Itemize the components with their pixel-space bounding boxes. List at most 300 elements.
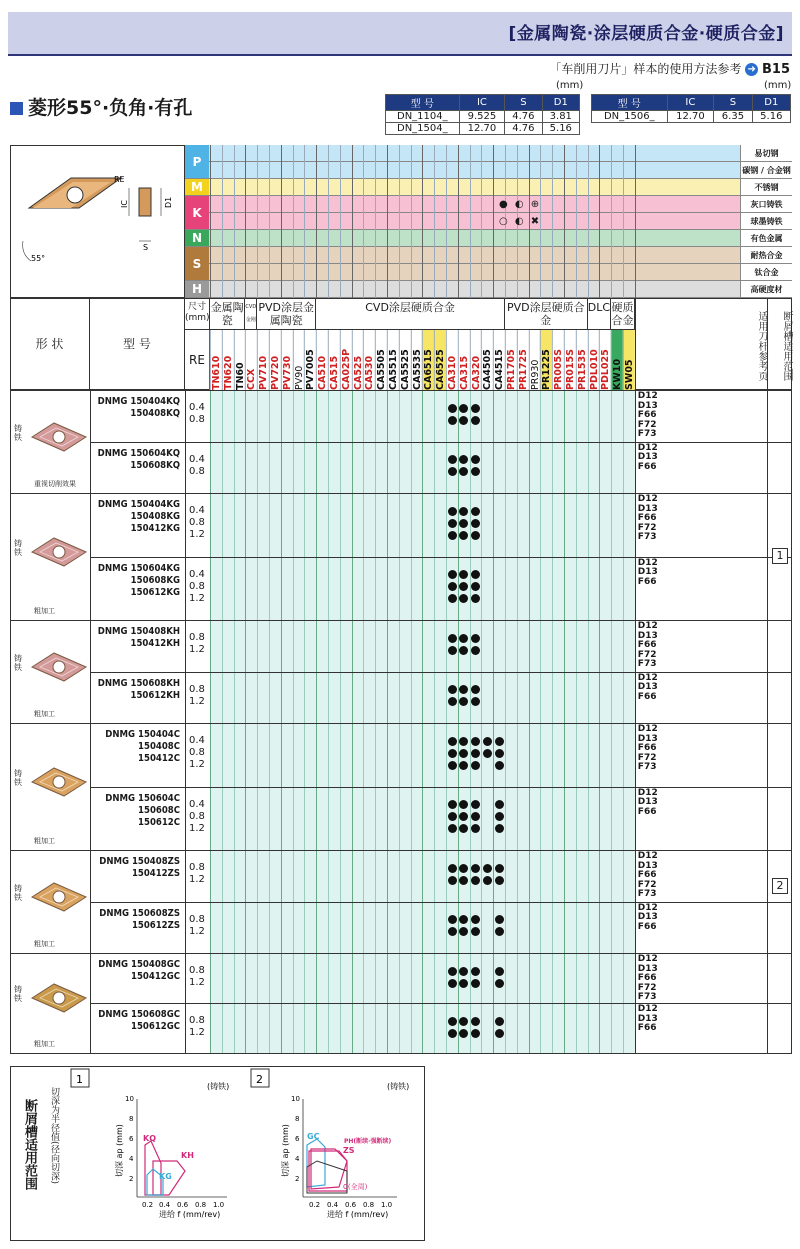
svg-text:ZS: ZS bbox=[343, 1146, 355, 1155]
re-cell bbox=[189, 454, 209, 478]
grade-header: CA5515 bbox=[387, 330, 399, 390]
insert-image bbox=[30, 981, 88, 1015]
model-cell bbox=[92, 626, 180, 650]
availability-dot bbox=[448, 737, 457, 746]
grid-line bbox=[269, 145, 270, 298]
grade-header: PR1225 bbox=[540, 330, 552, 390]
grid-line bbox=[635, 145, 636, 298]
material-row-p bbox=[185, 145, 792, 162]
availability-dot bbox=[448, 979, 457, 988]
range-marker-2[interactable]: 2 bbox=[772, 878, 788, 894]
re-cell bbox=[189, 1015, 209, 1039]
material-letter-p: P bbox=[185, 145, 209, 179]
availability-dot bbox=[495, 915, 504, 924]
model-number[interactable]: 150408KQ bbox=[130, 408, 180, 419]
availability-dot bbox=[459, 864, 468, 873]
holder-ref-header: 适用刀杆参考页 bbox=[635, 298, 767, 390]
grade-header: PV90 bbox=[293, 330, 305, 390]
svg-text:2: 2 bbox=[129, 1175, 134, 1183]
svg-text:1.0: 1.0 bbox=[381, 1201, 393, 1209]
grid-line bbox=[328, 145, 329, 298]
grade-header: CA5525 bbox=[399, 330, 411, 390]
model-cell bbox=[92, 678, 180, 702]
svg-text:55°: 55° bbox=[31, 254, 46, 263]
model-number[interactable]: DNMG 150608ZS bbox=[99, 907, 180, 919]
grade-header: CCX bbox=[245, 330, 257, 390]
model-number[interactable]: DNMG 150604C bbox=[105, 792, 180, 804]
svg-text:C(全周): C(全周) bbox=[343, 1183, 368, 1191]
availability-dot bbox=[495, 1017, 504, 1026]
availability-dot bbox=[448, 697, 457, 706]
section-title: 菱形55°·负角·有孔 bbox=[10, 93, 192, 120]
availability-dot bbox=[471, 531, 480, 540]
availability-dot bbox=[459, 1029, 468, 1038]
material-row-s bbox=[185, 247, 792, 264]
availability-dot bbox=[471, 876, 480, 885]
availability-dot bbox=[448, 864, 457, 873]
holder-ref-pages[interactable]: D12 D13 F66 bbox=[637, 557, 658, 587]
material-row-h bbox=[185, 281, 792, 298]
holder-ref-pages[interactable]: D12 D13 F66 F72 F73 bbox=[637, 494, 658, 542]
holder-ref-pages[interactable]: D12 D13 F66 F72 F73 bbox=[637, 391, 658, 439]
insert-note: 粗加工 bbox=[34, 940, 55, 948]
model-number[interactable]: DNMG 150408GC bbox=[98, 959, 180, 970]
re-value: 0.4 bbox=[189, 453, 205, 465]
reference-page: B15 bbox=[762, 62, 790, 77]
availability-dot bbox=[459, 634, 468, 643]
re-cell bbox=[189, 505, 209, 541]
model-number[interactable]: 150612KH bbox=[130, 689, 180, 701]
grid-line bbox=[434, 145, 435, 298]
grid-line bbox=[564, 145, 565, 298]
re-value: 0.4 bbox=[189, 735, 205, 746]
svg-text:IC: IC bbox=[120, 200, 129, 208]
model-number[interactable]: 150412KG bbox=[130, 523, 180, 534]
svg-text:0.6: 0.6 bbox=[345, 1201, 357, 1209]
insert-image bbox=[30, 880, 88, 914]
availability-dot bbox=[448, 531, 457, 540]
availability-dot bbox=[471, 864, 480, 873]
availability-dot bbox=[471, 634, 480, 643]
svg-text:4: 4 bbox=[129, 1155, 134, 1163]
insert-image bbox=[30, 650, 88, 684]
svg-text:进给 f (mm/rev): 进给 f (mm/rev) bbox=[327, 1210, 389, 1219]
grid-line bbox=[599, 145, 600, 298]
model-cell bbox=[92, 396, 180, 420]
availability-dot bbox=[448, 800, 457, 809]
availability-dot bbox=[483, 864, 492, 873]
availability-dot bbox=[495, 761, 504, 770]
holder-ref-pages[interactable]: D12 D13 F66 F72 F73 bbox=[637, 621, 658, 669]
svg-text:KH: KH bbox=[181, 1151, 194, 1160]
model-cell bbox=[92, 959, 180, 983]
svg-text:(铸铁): (铸铁) bbox=[387, 1082, 410, 1091]
grid-line bbox=[387, 145, 388, 298]
grid-line bbox=[352, 145, 353, 298]
material-row-s bbox=[185, 264, 792, 281]
availability-dot bbox=[495, 864, 504, 873]
grid-line bbox=[375, 145, 376, 298]
group-header-pvd_carbide: PVD涂层硬质合金 bbox=[505, 298, 588, 330]
grid-line bbox=[552, 145, 553, 298]
grade-header: PR1705 bbox=[505, 330, 517, 390]
grid-line bbox=[446, 145, 447, 298]
availability-dot bbox=[448, 749, 457, 758]
model-cell bbox=[92, 448, 180, 472]
re-cell bbox=[189, 862, 209, 886]
material-letter-s: S bbox=[185, 247, 209, 281]
unit-label: (mm) bbox=[556, 80, 584, 91]
grade-header: PV710 bbox=[257, 330, 269, 390]
model-number[interactable]: DNMG 150608GC bbox=[98, 1009, 180, 1020]
reference-text: 「车削用刀片」样本的使用方法参考 bbox=[549, 62, 742, 76]
availability-dot bbox=[448, 634, 457, 643]
svg-text:GC: GC bbox=[307, 1132, 320, 1141]
model-cell bbox=[92, 1009, 180, 1033]
availability-dot bbox=[495, 737, 504, 746]
insert-note: 粗加工 bbox=[34, 1040, 55, 1048]
grade-header: PV7005 bbox=[304, 330, 316, 390]
insert-note: 重视切削效果 bbox=[34, 480, 76, 488]
svg-text:2: 2 bbox=[295, 1175, 300, 1183]
material-row-p bbox=[185, 162, 792, 179]
group-header-cvd_carbide: CVD涂层硬质合金 bbox=[316, 298, 505, 330]
material-label: 易切钢 bbox=[740, 145, 792, 161]
grade-header: PV720 bbox=[269, 330, 281, 390]
re-value: 1.2 bbox=[189, 874, 205, 885]
holder-ref-pages[interactable]: D12 D13 F66 bbox=[637, 442, 658, 472]
row-divider bbox=[90, 902, 792, 903]
grid-line bbox=[340, 145, 341, 298]
grid-line bbox=[611, 145, 612, 298]
model-cell bbox=[92, 856, 180, 880]
svg-text:0.8: 0.8 bbox=[195, 1201, 207, 1209]
grade-header: CA510 bbox=[316, 330, 328, 390]
availability-dot bbox=[495, 979, 504, 988]
grade-header: TN620 bbox=[222, 330, 234, 390]
grade-header: PR1725 bbox=[517, 330, 529, 390]
availability-dot bbox=[471, 761, 480, 770]
availability-dot bbox=[448, 927, 457, 936]
material-label: 灰口铸铁 bbox=[740, 196, 792, 212]
label-re: RE bbox=[114, 175, 125, 184]
re-value: 0.8 bbox=[189, 632, 205, 643]
grid-line bbox=[588, 145, 589, 298]
svg-text:KG: KG bbox=[159, 1172, 172, 1181]
svg-text:PH(断续·强断续): PH(断续·强断续) bbox=[344, 1138, 392, 1145]
availability-dot bbox=[448, 519, 457, 528]
grade-header: CA525 bbox=[352, 330, 364, 390]
availability-dot bbox=[471, 737, 480, 746]
range-marker-1[interactable]: 1 bbox=[772, 548, 788, 564]
grid-line bbox=[422, 145, 423, 298]
availability-dot bbox=[448, 761, 457, 770]
material-label: 有色金属 bbox=[740, 230, 792, 246]
availability-dot bbox=[448, 582, 457, 591]
model-number[interactable]: DNMG 150408KH bbox=[97, 626, 180, 637]
grid-line bbox=[222, 145, 223, 298]
grade-header: PDL010 bbox=[588, 330, 600, 390]
model-number[interactable]: DNMG 150404C bbox=[105, 729, 180, 740]
re-cell bbox=[189, 914, 209, 938]
model-number[interactable]: DNMG 150608KH bbox=[97, 677, 180, 689]
grid-line bbox=[245, 145, 246, 298]
model-number[interactable]: 150412ZS bbox=[131, 868, 180, 879]
k-gray-symbols: ● ◐ ⊕ bbox=[499, 199, 542, 210]
material-label: 钛合金 bbox=[740, 264, 792, 280]
availability-dot bbox=[448, 1029, 457, 1038]
grade-header: PR015S bbox=[564, 330, 576, 390]
model-number[interactable]: DNMG 150404KG bbox=[97, 499, 180, 510]
availability-dot bbox=[448, 570, 457, 579]
insert-image bbox=[30, 420, 88, 454]
material-letter-n: N bbox=[185, 230, 209, 247]
availability-dot bbox=[495, 812, 504, 821]
chip-range-panel bbox=[10, 1066, 425, 1241]
availability-dot bbox=[471, 507, 480, 516]
re-header: RE bbox=[185, 330, 210, 390]
re-value: 0.8 bbox=[189, 810, 205, 822]
grade-header: PR930 bbox=[529, 330, 541, 390]
grid-line bbox=[411, 145, 412, 298]
model-cell bbox=[92, 908, 180, 932]
model-cell bbox=[92, 729, 180, 765]
availability-dot bbox=[459, 749, 468, 758]
grade-header: CA025P bbox=[340, 330, 352, 390]
availability-dot bbox=[448, 404, 457, 413]
grid-line bbox=[576, 145, 577, 298]
re-value: 0.8 bbox=[189, 1015, 205, 1026]
grade-header: SW05 bbox=[623, 330, 635, 390]
material-letter-h: H bbox=[185, 281, 209, 298]
holder-ref-pages[interactable]: D12 D13 F66 bbox=[637, 902, 658, 932]
availability-dot bbox=[448, 685, 457, 694]
material-label: 耐热合金 bbox=[740, 247, 792, 263]
grade-header: CA515 bbox=[328, 330, 340, 390]
availability-dot bbox=[471, 1017, 480, 1026]
model-number[interactable]: 150612GC bbox=[131, 1021, 180, 1032]
re-value: 1.2 bbox=[189, 592, 205, 604]
model-number[interactable]: DNMG 150604KG bbox=[97, 562, 180, 574]
availability-dot bbox=[448, 455, 457, 464]
svg-text:0.6: 0.6 bbox=[177, 1201, 189, 1209]
model-number[interactable]: 150408C bbox=[138, 741, 180, 752]
availability-dot bbox=[459, 404, 468, 413]
re-value: 0.8 bbox=[189, 965, 205, 976]
svg-text:8: 8 bbox=[295, 1115, 300, 1123]
availability-dot bbox=[495, 876, 504, 885]
availability-dot bbox=[459, 646, 468, 655]
re-cell bbox=[189, 735, 209, 771]
row-divider bbox=[90, 442, 792, 443]
re-value: 1.2 bbox=[189, 695, 205, 707]
row-divider bbox=[90, 557, 792, 558]
insert-diagram bbox=[10, 145, 185, 298]
availability-dot bbox=[448, 467, 457, 476]
chart-number: 1 bbox=[76, 1073, 83, 1086]
model-number[interactable]: 150608C bbox=[138, 804, 180, 816]
material-label: 不锈钢 bbox=[740, 179, 792, 195]
svg-text:10: 10 bbox=[125, 1095, 134, 1103]
model-number[interactable]: 150412C bbox=[138, 753, 180, 764]
material-letter-k: K bbox=[185, 196, 209, 230]
re-cell bbox=[189, 799, 209, 835]
model-number[interactable]: 150608KQ bbox=[130, 459, 180, 471]
availability-dot bbox=[495, 800, 504, 809]
re-value: 1.2 bbox=[189, 1027, 205, 1038]
reference-note[interactable] bbox=[549, 60, 790, 77]
model-number[interactable]: 150612C bbox=[138, 816, 180, 828]
re-cell bbox=[189, 569, 209, 605]
svg-text:8: 8 bbox=[129, 1115, 134, 1123]
square-bullet-icon bbox=[10, 102, 23, 115]
grid-line bbox=[210, 145, 211, 298]
insert-image bbox=[30, 765, 88, 799]
row-divider bbox=[90, 672, 792, 673]
svg-text:进给 f (mm/rev): 进给 f (mm/rev) bbox=[159, 1210, 221, 1219]
grade-header: CA5535 bbox=[411, 330, 423, 390]
holder-ref-pages[interactable]: D12 D13 F66 bbox=[637, 787, 658, 817]
grade-header: CA4505 bbox=[481, 330, 493, 390]
holder-ref-pages[interactable]: D12 D13 F66 bbox=[637, 1004, 658, 1033]
model-number[interactable]: DNMG 150408ZS bbox=[99, 856, 180, 867]
grade-header: PV730 bbox=[281, 330, 293, 390]
model-number[interactable]: 150412KH bbox=[130, 638, 180, 649]
grid-line bbox=[470, 145, 471, 298]
re-value: 0.8 bbox=[189, 683, 205, 695]
model-number[interactable]: 150408KG bbox=[130, 511, 180, 522]
re-value: 0.8 bbox=[189, 747, 205, 758]
re-value: 0.4 bbox=[189, 402, 205, 413]
material-tag: 铸铁 bbox=[14, 768, 22, 787]
depth-note: 切深为半径值(径向切深) bbox=[49, 1087, 59, 1185]
re-value: 0.8 bbox=[189, 580, 205, 592]
availability-dot bbox=[448, 967, 457, 976]
svg-text:4: 4 bbox=[295, 1155, 300, 1163]
availability-dot bbox=[459, 737, 468, 746]
table-bottom bbox=[10, 1053, 792, 1054]
holder-ref-pages[interactable]: D12 D13 F66 F72 F73 bbox=[637, 954, 658, 1002]
re-value: 0.8 bbox=[189, 465, 205, 477]
availability-dot bbox=[448, 416, 457, 425]
availability-dot bbox=[448, 1017, 457, 1026]
grade-header: TN60 bbox=[234, 330, 246, 390]
material-tag: 铸铁 bbox=[14, 423, 22, 442]
svg-text:KQ: KQ bbox=[143, 1134, 156, 1143]
availability-dot bbox=[448, 507, 457, 516]
availability-dot bbox=[459, 519, 468, 528]
grid-line bbox=[493, 145, 494, 298]
availability-dot bbox=[459, 531, 468, 540]
grid-line bbox=[399, 145, 400, 298]
availability-dot bbox=[471, 519, 480, 528]
holder-ref-pages[interactable]: D12 D13 F66 F72 F73 bbox=[637, 851, 658, 899]
svg-text:0.8: 0.8 bbox=[363, 1201, 375, 1209]
holder-ref-pages[interactable]: D12 D13 F66 F72 F73 bbox=[637, 724, 658, 772]
model-number[interactable]: 150612ZS bbox=[131, 919, 180, 931]
availability-dot bbox=[448, 824, 457, 833]
grade-header: CA4515 bbox=[493, 330, 505, 390]
grade-header: CA6525 bbox=[434, 330, 446, 390]
availability-dot bbox=[483, 737, 492, 746]
dimension-table-left: 型 号 IC S D1 DN_1104_ 9.525 4.76 3.81 DN_1504_ 12.70 4.76 5.16 bbox=[385, 94, 580, 135]
re-value: 0.4 bbox=[189, 505, 205, 516]
group-header-cermet: 金属陶瓷 bbox=[210, 298, 245, 330]
availability-dot bbox=[459, 967, 468, 976]
model-cell bbox=[92, 563, 180, 599]
grade-header: PR1535 bbox=[576, 330, 588, 390]
holder-ref-pages[interactable]: D12 D13 F66 bbox=[637, 672, 658, 702]
material-letter-m: M bbox=[185, 179, 209, 196]
re-cell bbox=[189, 965, 209, 989]
unit-label: (mm) bbox=[764, 80, 792, 91]
re-value: 1.2 bbox=[189, 822, 205, 834]
re-value: 0.8 bbox=[189, 414, 205, 425]
grid-line bbox=[257, 145, 258, 298]
material-tag: 铸铁 bbox=[14, 985, 22, 1003]
material-tag: 铸铁 bbox=[14, 883, 22, 902]
group-header-dlc: DLC bbox=[588, 298, 612, 330]
model-number[interactable]: DNMG 150604KQ bbox=[97, 447, 180, 459]
svg-text:0.2: 0.2 bbox=[309, 1201, 321, 1209]
insert-note: 粗加工 bbox=[34, 837, 55, 845]
re-cell bbox=[189, 402, 209, 426]
availability-dot bbox=[459, 507, 468, 516]
availability-dot bbox=[495, 749, 504, 758]
availability-dot bbox=[471, 404, 480, 413]
model-number[interactable]: 150612KG bbox=[130, 586, 180, 598]
availability-dot bbox=[448, 876, 457, 885]
availability-dot bbox=[448, 812, 457, 821]
insert-image bbox=[30, 535, 88, 569]
re-cell bbox=[189, 632, 209, 656]
grade-header: CA6515 bbox=[422, 330, 434, 390]
material-row-m bbox=[185, 179, 792, 196]
svg-text:切深 ap (mm): 切深 ap (mm) bbox=[115, 1124, 124, 1177]
model-number[interactable]: 150412GC bbox=[131, 971, 180, 982]
shape-header: 形 状 bbox=[10, 298, 90, 390]
re-value: 0.8 bbox=[189, 517, 205, 528]
model-number[interactable]: DNMG 150404KQ bbox=[97, 396, 180, 407]
svg-text:6: 6 bbox=[295, 1135, 300, 1143]
availability-dot bbox=[495, 824, 504, 833]
re-cell bbox=[189, 684, 209, 708]
availability-dot bbox=[471, 967, 480, 976]
grade-header: TN610 bbox=[210, 330, 222, 390]
material-label: 碳钢 / 合金钢 bbox=[740, 162, 792, 178]
material-row-k bbox=[185, 213, 792, 230]
grid-line bbox=[234, 145, 235, 298]
availability-dot bbox=[483, 749, 492, 758]
availability-dot bbox=[448, 915, 457, 924]
grade-header: PR005S bbox=[552, 330, 564, 390]
svg-text:切深 ap (mm): 切深 ap (mm) bbox=[281, 1124, 290, 1177]
re-value: 1.2 bbox=[189, 977, 205, 988]
grid-line bbox=[316, 145, 317, 298]
row-divider bbox=[90, 1003, 792, 1004]
material-row-n bbox=[185, 230, 792, 247]
model-cell bbox=[92, 793, 180, 829]
chip-range-charts bbox=[67, 1067, 422, 1242]
grade-header: CA5505 bbox=[375, 330, 387, 390]
availability-dot bbox=[459, 979, 468, 988]
header-banner bbox=[8, 12, 792, 56]
availability-dot bbox=[495, 967, 504, 976]
re-value: 0.8 bbox=[189, 862, 205, 873]
re-value: 0.8 bbox=[189, 913, 205, 925]
model-number[interactable]: 150608KG bbox=[130, 574, 180, 586]
material-label: 球墨铸铁 bbox=[740, 213, 792, 229]
